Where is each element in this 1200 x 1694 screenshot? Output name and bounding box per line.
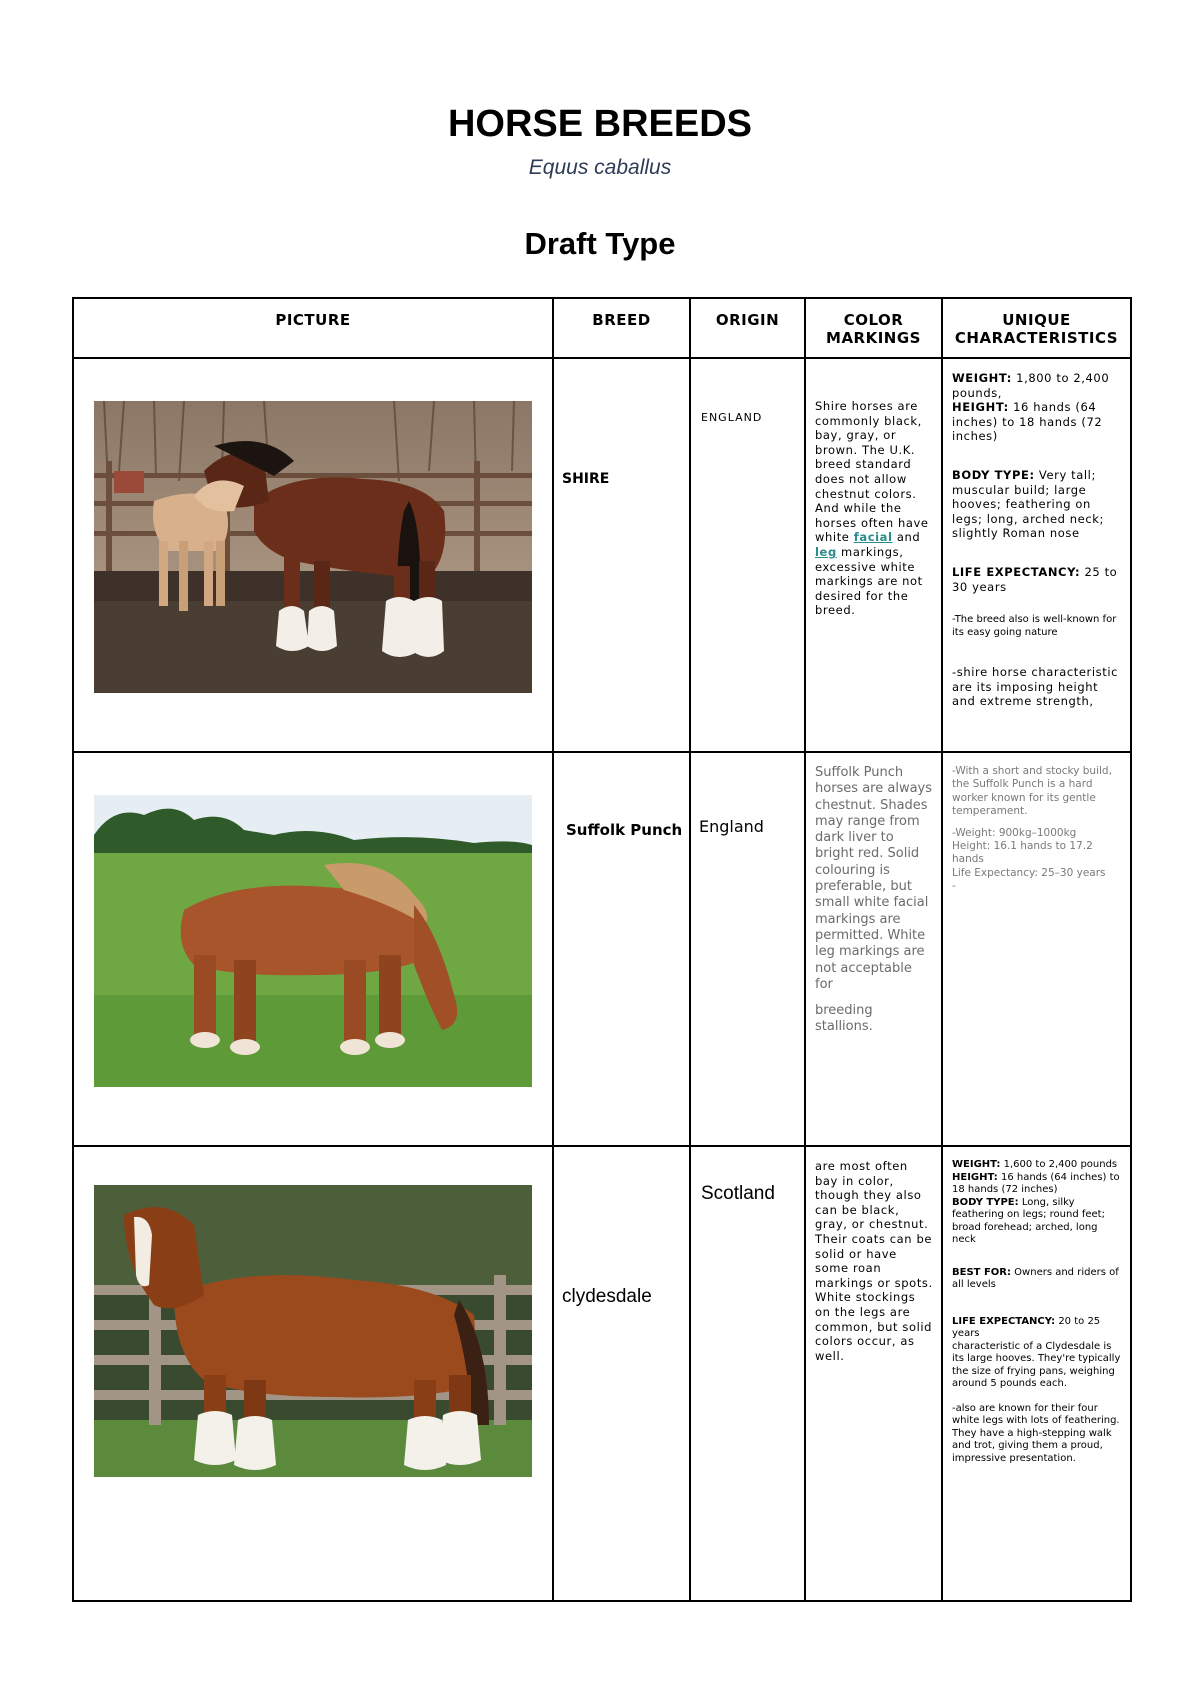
origin-cell — [690, 358, 805, 752]
column-header-unique-characteristics: UNIQUE CHARACTERISTICS — [942, 298, 1131, 358]
column-header-breed: BREED — [553, 298, 690, 358]
characteristics-cell — [942, 752, 1131, 1146]
leg-link[interactable]: leg — [815, 544, 837, 559]
suffolk-punch-photo — [94, 795, 532, 1087]
scientific-name: Equus caballus — [528, 156, 672, 179]
characteristics-cell — [942, 1146, 1131, 1601]
color-markings-text: are most often bay in color, though they also can be black, gray, or chestnut. Their coats can be solid or have some roan markings or spots. White stockings on the legs are common, but solid colors occur, as well. — [815, 1159, 933, 1363]
origin-value: England — [699, 817, 764, 836]
color-markings-cell — [805, 1146, 942, 1601]
table-row — [73, 1146, 1131, 1601]
origin-cell — [690, 752, 805, 1146]
table-row — [73, 752, 1131, 1146]
color-markings-text: Shire horses are commonly black, bay, gray, or brown. The U.K. breed standard does not allow chestnut colors. And while the horses often have white facial and leg markings, excessive white markings are not desired for the breed. — [815, 399, 929, 618]
clydesdale-photo — [94, 1185, 532, 1477]
picture-cell — [73, 1146, 553, 1601]
breed-cell — [553, 752, 690, 1146]
breeds-table — [72, 297, 1132, 1602]
color-markings-text: Suffolk Punch horses are always chestnut. Shades may range from dark liver to bright red. Solid colouring is preferable, but small white facial markings are permitted. White leg markings are not acceptable for breeding stallions. — [815, 765, 933, 1035]
color-markings-cell — [805, 752, 942, 1146]
section-heading: Draft Type — [524, 226, 676, 261]
breed-cell — [553, 358, 690, 752]
facial-link[interactable]: facial — [853, 530, 893, 545]
characteristics-cell — [942, 358, 1131, 752]
shire-horse-photo — [94, 401, 532, 693]
column-header-color-markings: COLOR MARKINGS — [805, 298, 942, 358]
breed-name: Suffolk Punch — [566, 821, 683, 839]
breed-cell — [553, 1146, 690, 1601]
color-markings-cell — [805, 358, 942, 752]
breed-name: SHIRE — [562, 471, 610, 487]
characteristics-text: WEIGHT: 1,600 to 2,400 pounds HEIGHT: 16 hands (64 inches) to 18 hands (72 inches) BODY TYPE: Long, silky feathering on legs; round feet; broad forehead; arched, long neck BEST FOR: Owners and riders of all levels LIFE EXPECTANCY: 20 to 25 years characteristic of a Clydesdale is its large hooves. They're typically the size of frying pans, weighing around 5 pounds each. -also are known for their four white legs with lots of feathering. They have a high-stepping walk and trot, giving them a proud, impressive presentation. — [952, 1159, 1121, 1464]
characteristics-text: WEIGHT: 1,800 to 2,400 pounds, HEIGHT: 16 hands (64 inches) to 18 hands (72 inches) BODY TYPE: Very tall; muscular build; large hooves; feathering on legs; long, arched neck; slightly Roman nose LIFE EXPECTANCY: 25 to 30 years -The breed also is well-known for its easy going nature -shire horse characteristic are its imposing height and extreme strength, — [952, 371, 1119, 709]
characteristics-text: -With a short and stocky build, the Suffolk Punch is a hard worker known for its gentle temperament. -Weight: 900kg–1000kg Height: 16.1 hands to 17.2 hands Life Expectancy: 25–30 years - — [952, 765, 1112, 893]
origin-value: Scotland — [701, 1183, 775, 1204]
page-title: HORSE BREEDS — [447, 103, 753, 145]
origin-cell — [690, 1146, 805, 1601]
column-header-picture: PICTURE — [73, 298, 553, 358]
table-header-row — [73, 298, 1131, 358]
column-header-origin: ORIGIN — [690, 298, 805, 358]
picture-cell — [73, 752, 553, 1146]
breed-name: clydesdale — [562, 1286, 652, 1307]
origin-value: ENGLAND — [701, 411, 763, 424]
picture-cell — [73, 358, 553, 752]
table-row — [73, 358, 1131, 752]
